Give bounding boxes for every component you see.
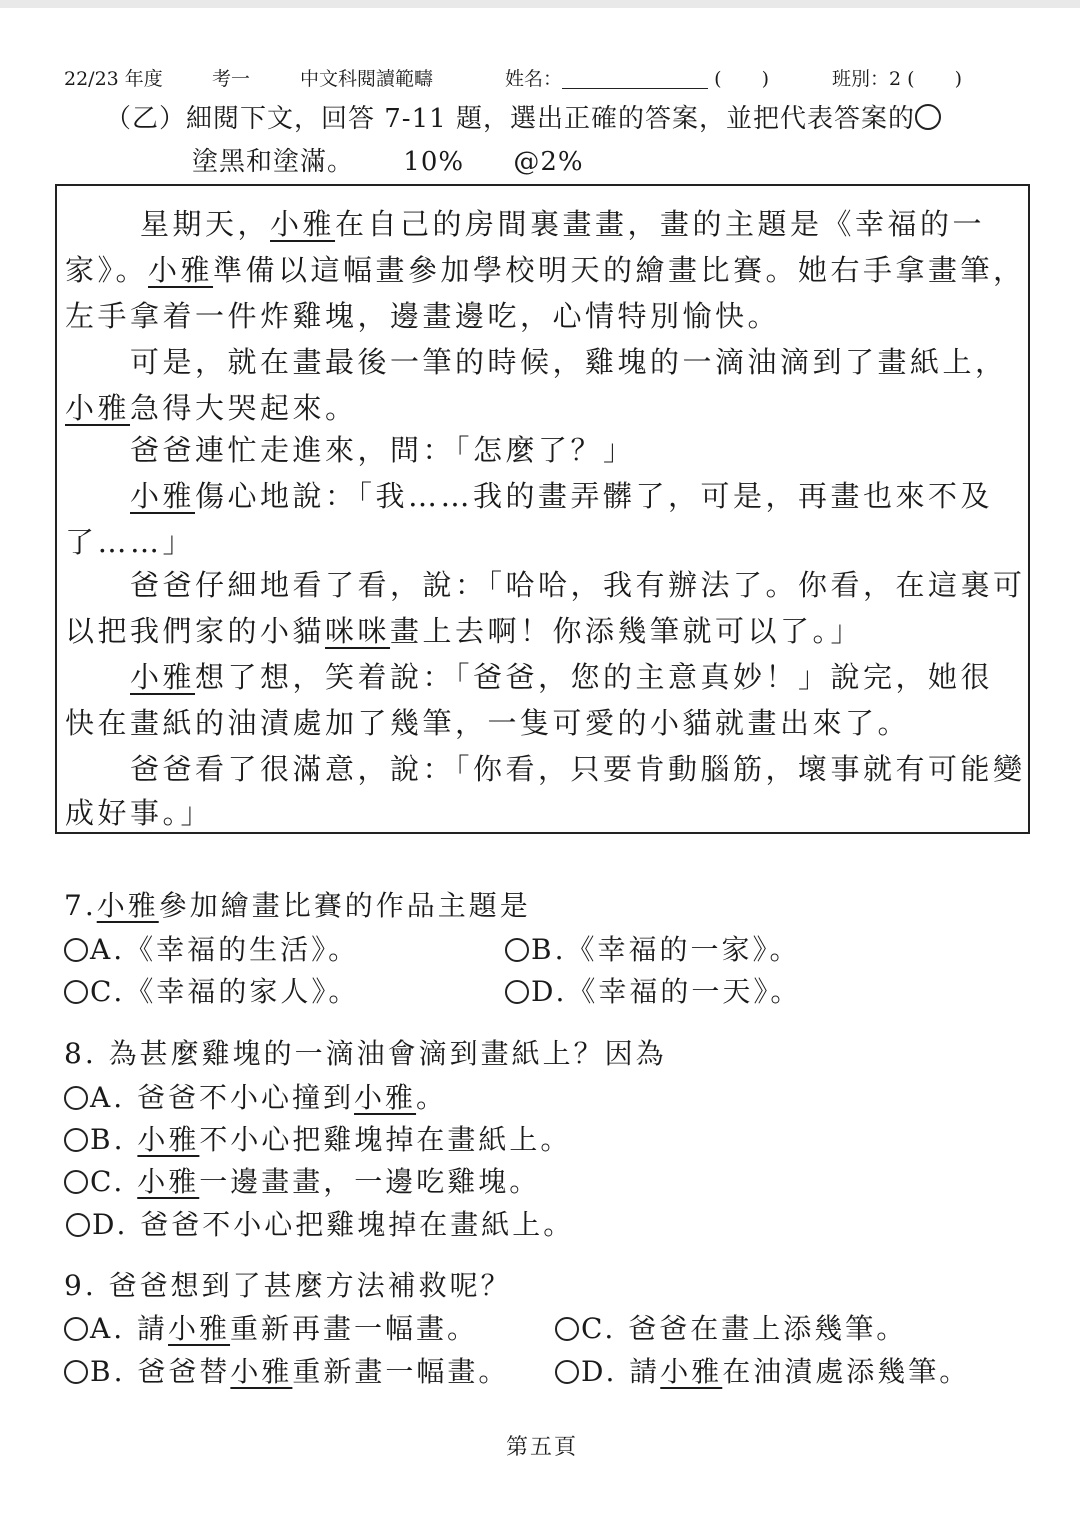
- exam-label: 考一: [212, 68, 251, 90]
- radio-circle-icon[interactable]: [64, 1086, 88, 1110]
- passage-line: 了……」: [65, 525, 196, 559]
- q8-option-b[interactable]: B. 小雅不小心把雞塊掉在畫紙上。: [64, 1118, 571, 1158]
- radio-circle-icon[interactable]: [555, 1360, 579, 1384]
- name-field[interactable]: [505, 64, 769, 91]
- class-label: 班別：2 (: [832, 68, 915, 90]
- passage-line: 可是，就在畫最後一筆的時候，雞塊的一滴油滴到了畫紙上，: [130, 345, 1008, 379]
- passage-line: 家》。小雅準備以這幅畫參加學校明天的繪畫比賽。她右手拿畫筆，: [65, 253, 1026, 287]
- instruction-fill-text: 塗黑和塗滿。: [192, 147, 355, 177]
- passage-line: 快在畫紙的油漬處加了幾筆，一隻可愛的小貓就畫出來了。: [65, 706, 911, 740]
- question-9: 9. 爸爸想到了甚麼方法補救呢？: [64, 1269, 512, 1302]
- passage-line: 星期天，小雅在自己的房間裏畫畫，畫的主題是《幸福的一: [140, 207, 986, 241]
- class-field[interactable]: [832, 64, 962, 91]
- q7-option-a[interactable]: A.《幸福的生活》。: [64, 928, 359, 968]
- radio-circle-icon[interactable]: [66, 1213, 90, 1237]
- passage-line: 以把我們家的小貓咪咪畫上去啊！你添幾筆就可以了。」: [65, 614, 864, 648]
- q9-option-d[interactable]: D. 請小雅在油漬處添幾筆。: [555, 1350, 970, 1390]
- q9-option-b[interactable]: B. 爸爸替小雅重新畫一幅畫。: [64, 1350, 509, 1390]
- q8-option-c[interactable]: C. 小雅一邊畫畫，一邊吃雞塊。: [64, 1160, 540, 1200]
- radio-circle-icon[interactable]: [505, 980, 529, 1004]
- instruction-per-item: @2%: [513, 147, 584, 177]
- radio-circle-icon[interactable]: [64, 1360, 88, 1384]
- page-number: 第五頁: [506, 1435, 579, 1460]
- instruction-line-1: [105, 98, 943, 135]
- q7-option-c[interactable]: C.《幸福的家人》。: [64, 970, 359, 1010]
- q9-option-a[interactable]: A. 請小雅重新再畫一幅畫。: [64, 1307, 478, 1347]
- q8-option-a[interactable]: A. 爸爸不小心撞到小雅。: [64, 1076, 447, 1116]
- q9-option-c[interactable]: C. 爸爸在畫上添幾筆。: [555, 1307, 907, 1347]
- passage-line: 左手拿着一件炸雞塊，邊畫邊吃，心情特別愉快。: [65, 299, 781, 333]
- question-7: 7.小雅參加繪畫比賽的作品主題是: [64, 889, 531, 922]
- question-8: 8. 為甚麼雞塊的一滴油會滴到畫紙上？因為: [64, 1037, 667, 1070]
- radio-circle-icon[interactable]: [64, 1170, 88, 1194]
- name-label: 姓名：: [505, 68, 563, 90]
- radio-circle-icon[interactable]: [64, 938, 88, 962]
- radio-circle-icon[interactable]: [64, 980, 88, 1004]
- q7-option-b[interactable]: B.《幸福的一家》。: [505, 928, 800, 968]
- page-top-edge: [0, 0, 1080, 8]
- q7-option-d[interactable]: D.《幸福的一天》。: [505, 970, 801, 1010]
- class-number-close: ): [761, 68, 769, 90]
- radio-circle-icon[interactable]: [505, 938, 529, 962]
- q8-option-d[interactable]: D. 爸爸不小心把雞塊掉在畫紙上。: [66, 1203, 574, 1243]
- passage-line: 小雅傷心地說：「我……我的畫弄髒了，可是，再畫也來不及: [130, 479, 994, 513]
- subject-label: 中文科閱讀範疇: [300, 68, 434, 90]
- passage-line: 小雅急得大哭起來。: [65, 391, 358, 425]
- class-close: ): [954, 68, 963, 90]
- radio-circle-icon[interactable]: [64, 1317, 88, 1341]
- answer-circle-icon: [915, 104, 941, 130]
- instruction-text: （乙）細閱下文，回答 7-11 題，選出正確的答案，並把代表答案的: [105, 104, 915, 134]
- passage-line: 爸爸仔細地看了看，說：「哈哈，我有辦法了。你看，在這裏可: [130, 568, 1026, 602]
- passage-line: 爸爸連忙走進來，問：「怎麼了？」: [130, 433, 636, 467]
- name-blank[interactable]: [562, 68, 708, 89]
- radio-circle-icon[interactable]: [64, 1128, 88, 1152]
- passage-line: 成好事。」: [65, 796, 214, 830]
- passage-line: 爸爸看了很滿意，說：「你看，只要肯動腦筋，壞事就有可能變: [130, 752, 1026, 786]
- instruction-line-2: [192, 141, 584, 178]
- class-number-open: (: [714, 68, 722, 90]
- instruction-marks: 10%: [403, 147, 465, 177]
- radio-circle-icon[interactable]: [555, 1317, 579, 1341]
- passage-line: 小雅想了想，笑着說：「爸爸，您的主意真妙！」說完，她很: [130, 660, 994, 694]
- school-year: 22/23 年度: [64, 68, 163, 90]
